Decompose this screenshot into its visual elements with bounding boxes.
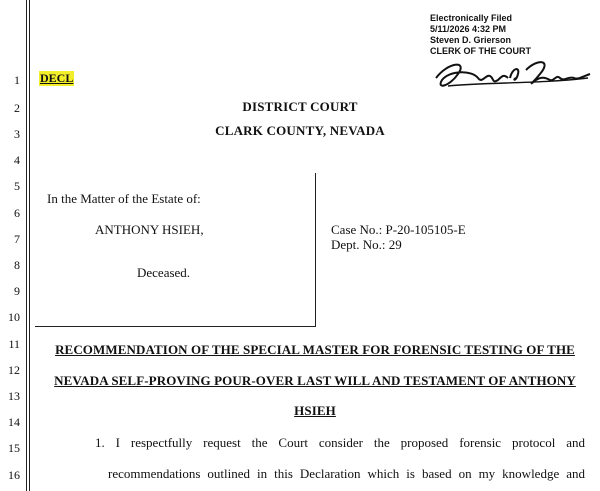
line-number: 13 (8, 389, 20, 403)
line-number: 3 (14, 127, 20, 141)
line-number: 8 (14, 258, 20, 272)
line-number: 12 (8, 363, 20, 377)
caption-status: Deceased. (137, 265, 191, 280)
filing-stamp-label: Electronically Filed (430, 13, 513, 23)
filing-stamp-clerk-title: CLERK OF THE COURT (430, 46, 531, 56)
caption-divider-horizontal (35, 326, 316, 327)
pleading-rule-left (26, 0, 27, 491)
line-number: 5 (14, 179, 20, 193)
court-county: CLARK COUNTY, NEVADA (215, 123, 385, 138)
electronic-filing-stamp (430, 13, 531, 57)
caption-decedent-name: ANTHONY HSIEH, (95, 222, 204, 237)
body-paragraph-line: 1. I respectfully request the Court consider the proposed forensic protocol and (95, 435, 585, 450)
line-number: 11 (8, 337, 20, 351)
filing-stamp-clerk-name: Steven D. Grierson (430, 35, 512, 45)
pleading-rule-right (29, 0, 30, 491)
court-name: DISTRICT COURT (242, 99, 358, 114)
document-code: DECL (40, 71, 74, 85)
caption-matter: In the Matter of the Estate of: (47, 191, 201, 206)
line-number: 1 (14, 73, 20, 87)
clerk-signature (428, 56, 593, 96)
line-number: 6 (14, 206, 20, 220)
line-number: 7 (14, 232, 20, 246)
line-number: 10 (8, 310, 20, 324)
department-number: Dept. No.: 29 (331, 237, 402, 252)
filing-stamp-datetime: 5/11/2026 4:32 PM (430, 24, 507, 34)
line-number: 14 (8, 415, 20, 429)
line-number: 4 (14, 153, 20, 167)
document-title-line: RECOMMENDATION OF THE SPECIAL MASTER FOR FORENSIC TESTING OF THE (55, 342, 575, 357)
line-number: 15 (8, 441, 20, 455)
line-number: 2 (14, 101, 20, 115)
case-number: Case No.: P-20-105105-E (331, 222, 466, 237)
document-title-line: NEVADA SELF-PROVING POUR-OVER LAST WILL AND TESTAMENT OF ANTHONY (54, 373, 576, 388)
line-number: 9 (14, 284, 20, 298)
document-title-line: HSIEH (294, 403, 336, 418)
caption-divider-vertical (315, 173, 316, 327)
body-paragraph-line: recommendations outlined in this Declaration which is based on my knowledge and (108, 466, 585, 481)
line-number: 16 (8, 468, 20, 482)
